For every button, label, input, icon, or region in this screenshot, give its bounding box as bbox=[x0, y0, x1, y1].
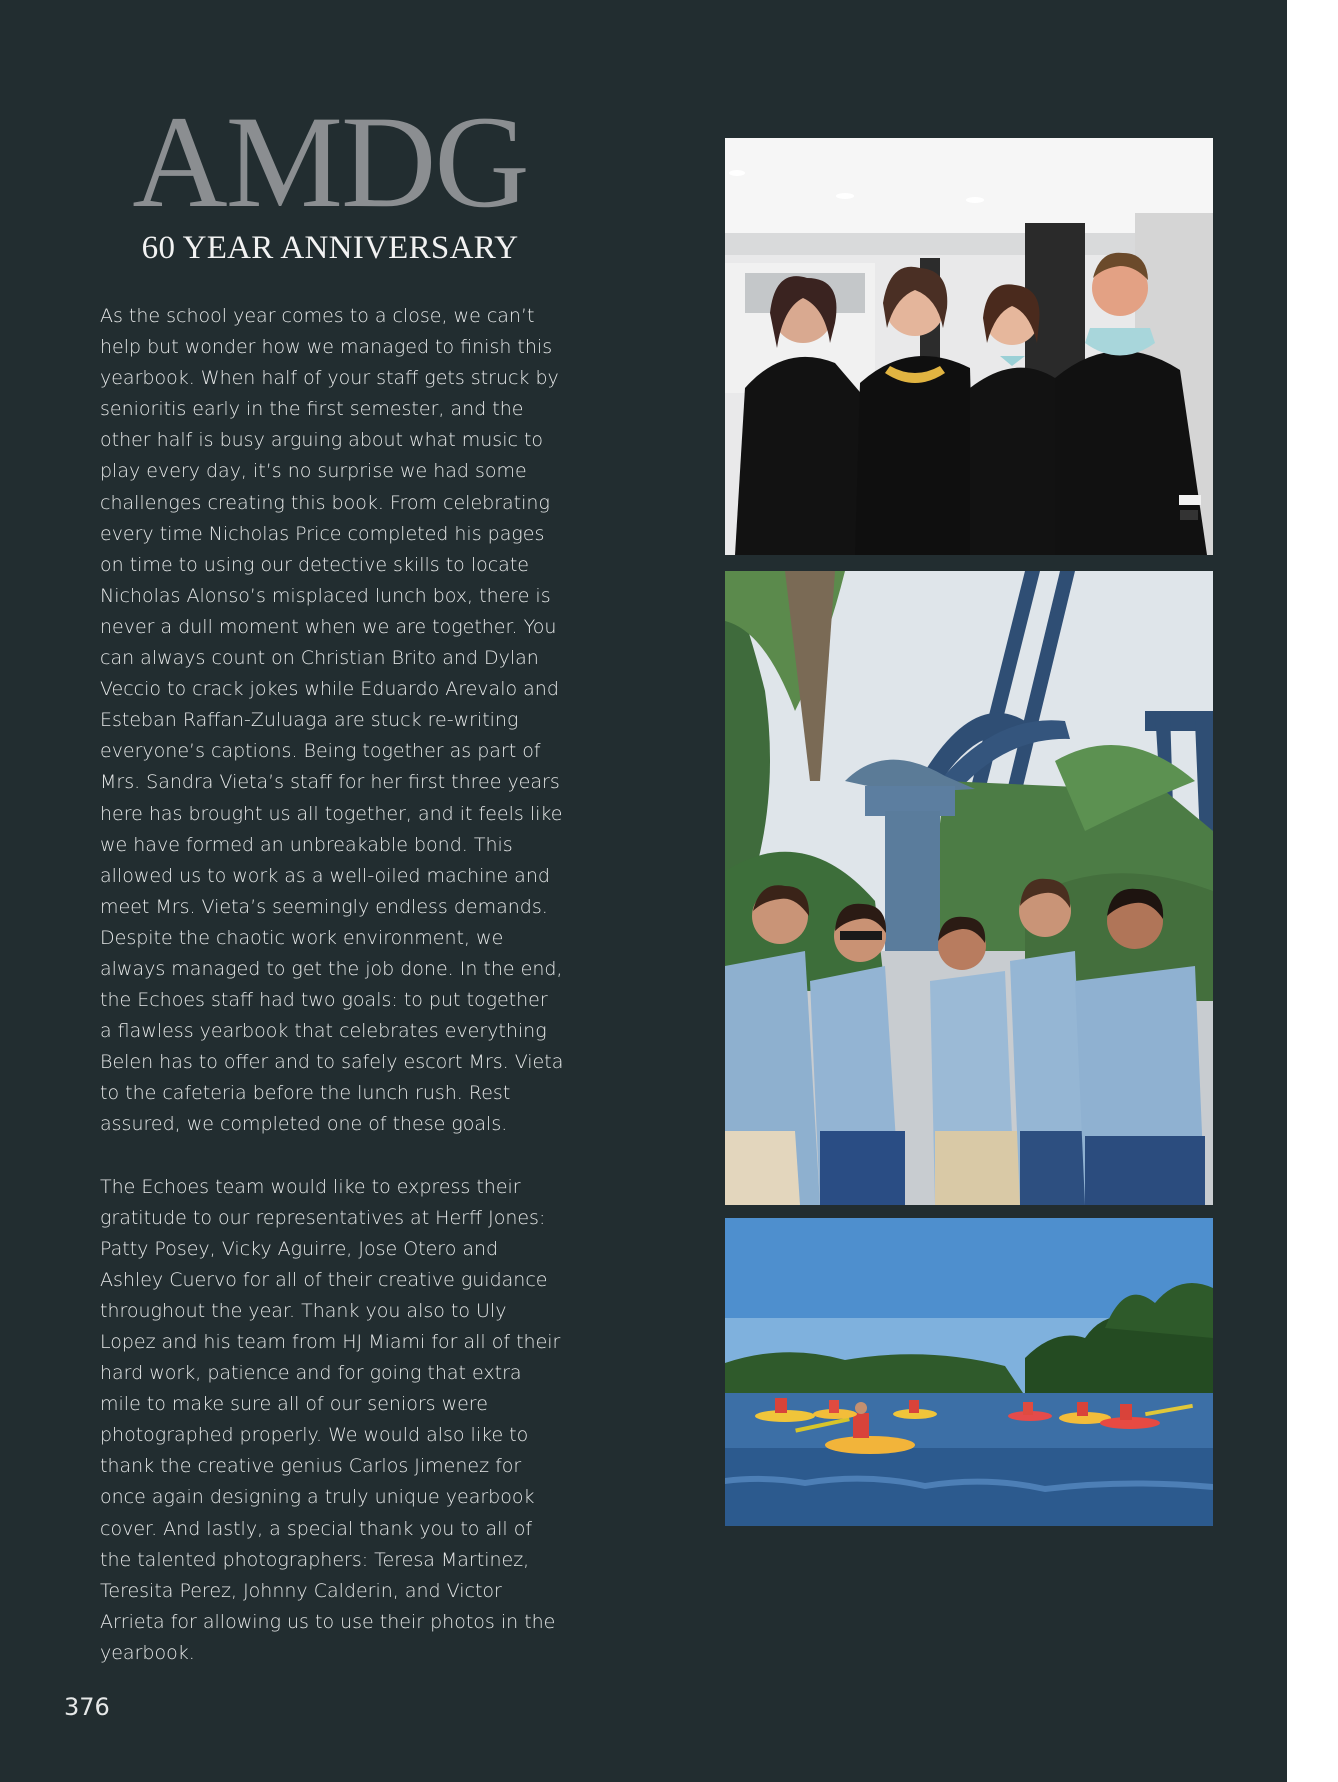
article-paragraph: The Echoes team would like to express their gratitude to our representatives at Herff Jones: Patty Posey, Vicky Aguirre, Jose Otero and Ashley Cuervo for all of their creative guidance throughout the year. Thank you also to Uly Lopez and his team from HJ Miami for all of their hard work, patience and for going that extra mile to make sure all of our seniors were photographed properly. We would also like to thank the creative genius Carlos Jimenez for once again designing a truly unique yearbook cover. And lastly, a special thank you to all of the talented photographers: Teresa Martinez, Teresita Perez, Johnny Calderin, and Victor Arrieta for allowing us to use their photos in the yearbook. bbox=[100, 1175, 561, 1664]
page-subtitle: 60 YEAR ANNIVERSARY bbox=[141, 230, 519, 266]
article-body bbox=[100, 301, 564, 1669]
kayaking-photo bbox=[725, 1218, 1213, 1526]
page-title: AMDG bbox=[132, 88, 528, 235]
page-number: 376 bbox=[64, 1693, 110, 1721]
graduation-photo bbox=[725, 138, 1213, 555]
page-margin bbox=[1287, 0, 1338, 1782]
article-paragraph: As the school year comes to a close, we can’t help but wonder how we managed to finish this yearbook. When half of your staff gets struck by senioritis early in the first semester, and the other half is busy arguing about what music to play every day, it’s no surprise we had some challenges creating this book. From celebrating every time Nicholas Price completed his pages on time to using our detective skills to locate Nicholas Alonso’s misplaced lunch box, there is never a dull moment when we are together. You can always count on Christian Brito and Dylan Veccio to crack jokes while Eduardo Arevalo and Esteban Raffan-Zuluaga are stuck re-writing everyone’s captions. Being together as part of Mrs. Sandra Vieta’s staff for her first three years here has brought us all together, and it feels like we have formed an unbreakable bond. This allowed us to work as a well-oiled machine and meet Mrs. Vieta’s seemingly endless demands. Despite the chaotic work environment, we always managed to get the job done. In the end, the Echoes staff had two goals: to put together a flawless yearbook that celebrates everything Belen has to offer and to safely escort Mrs. Vieta to the cafeteria before the lunch rush. Rest assured, we completed one of these goals. bbox=[100, 305, 564, 1136]
theme-park-photo bbox=[725, 571, 1213, 1205]
masthead bbox=[100, 88, 560, 266]
